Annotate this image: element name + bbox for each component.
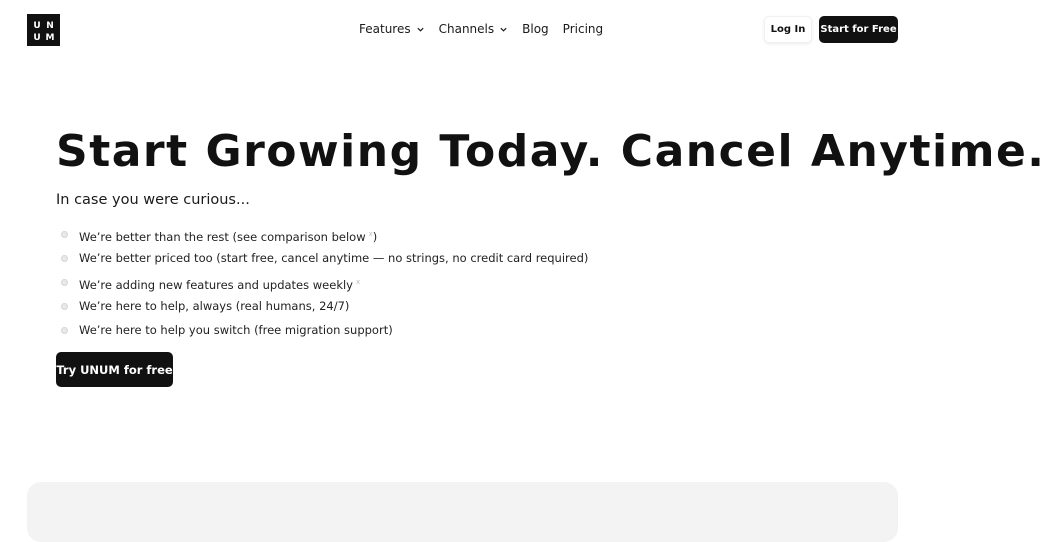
bullet-icon [61, 255, 68, 262]
hero-subtitle: In case you were curious... [56, 192, 250, 208]
list-item [60, 320, 588, 344]
logo-letter-2: N [46, 21, 54, 31]
bullet-icon [61, 279, 68, 286]
nav-item-features[interactable] [359, 20, 425, 38]
list-item [60, 272, 588, 296]
list-item-text: We’re here to help, always (real humans, 24/7) [79, 299, 350, 313]
chevron-down-icon [416, 25, 425, 34]
list-item-text: We’re adding new features and updates weekly [79, 277, 353, 292]
nav-item-label: Blog [522, 22, 549, 36]
bullet-icon [61, 303, 68, 310]
unum-logo[interactable] [27, 14, 60, 46]
list-item-text: We’re better than the rest (see comparison below [79, 229, 366, 244]
list-item-text: We’re better priced too (start free, cancel anytime — no strings, no credit card required) [79, 251, 589, 265]
nav-item-label: Channels [438, 22, 495, 36]
nav-item-channels[interactable] [439, 20, 509, 38]
bullet-icon [61, 327, 68, 334]
login-button[interactable]: Log In [764, 16, 812, 43]
footnote-marker[interactable]: x [355, 278, 361, 286]
nav-item-pricing[interactable] [563, 20, 603, 38]
footnote-marker[interactable]: x [368, 230, 373, 238]
logo-letter-1: U [33, 21, 41, 31]
list-item [60, 248, 588, 272]
start-for-free-button[interactable]: Start for Free [819, 16, 898, 43]
chevron-down-icon [499, 25, 508, 34]
main-nav [359, 20, 603, 38]
nav-item-blog[interactable] [522, 20, 549, 38]
bullet-icon [61, 231, 68, 238]
logo-letter-3: U [33, 33, 41, 43]
list-item-suffix: ) [372, 229, 378, 244]
nav-item-label: Pricing [562, 22, 604, 36]
list-item [60, 296, 588, 320]
site-header [0, 0, 925, 60]
nav-item-label: Features [359, 22, 411, 36]
benefits-list [60, 224, 588, 344]
page-title: Start Growing Today. Cancel Anytime. [56, 126, 1046, 177]
logo-letter-4: M [45, 33, 55, 43]
try-unum-free-button[interactable]: Try UNUM for free [56, 352, 173, 387]
comparison-panel [27, 482, 898, 542]
list-item [60, 224, 588, 248]
unum-logo-mark [27, 14, 60, 46]
list-item-text: We’re here to help you switch (free migration support) [79, 323, 393, 337]
